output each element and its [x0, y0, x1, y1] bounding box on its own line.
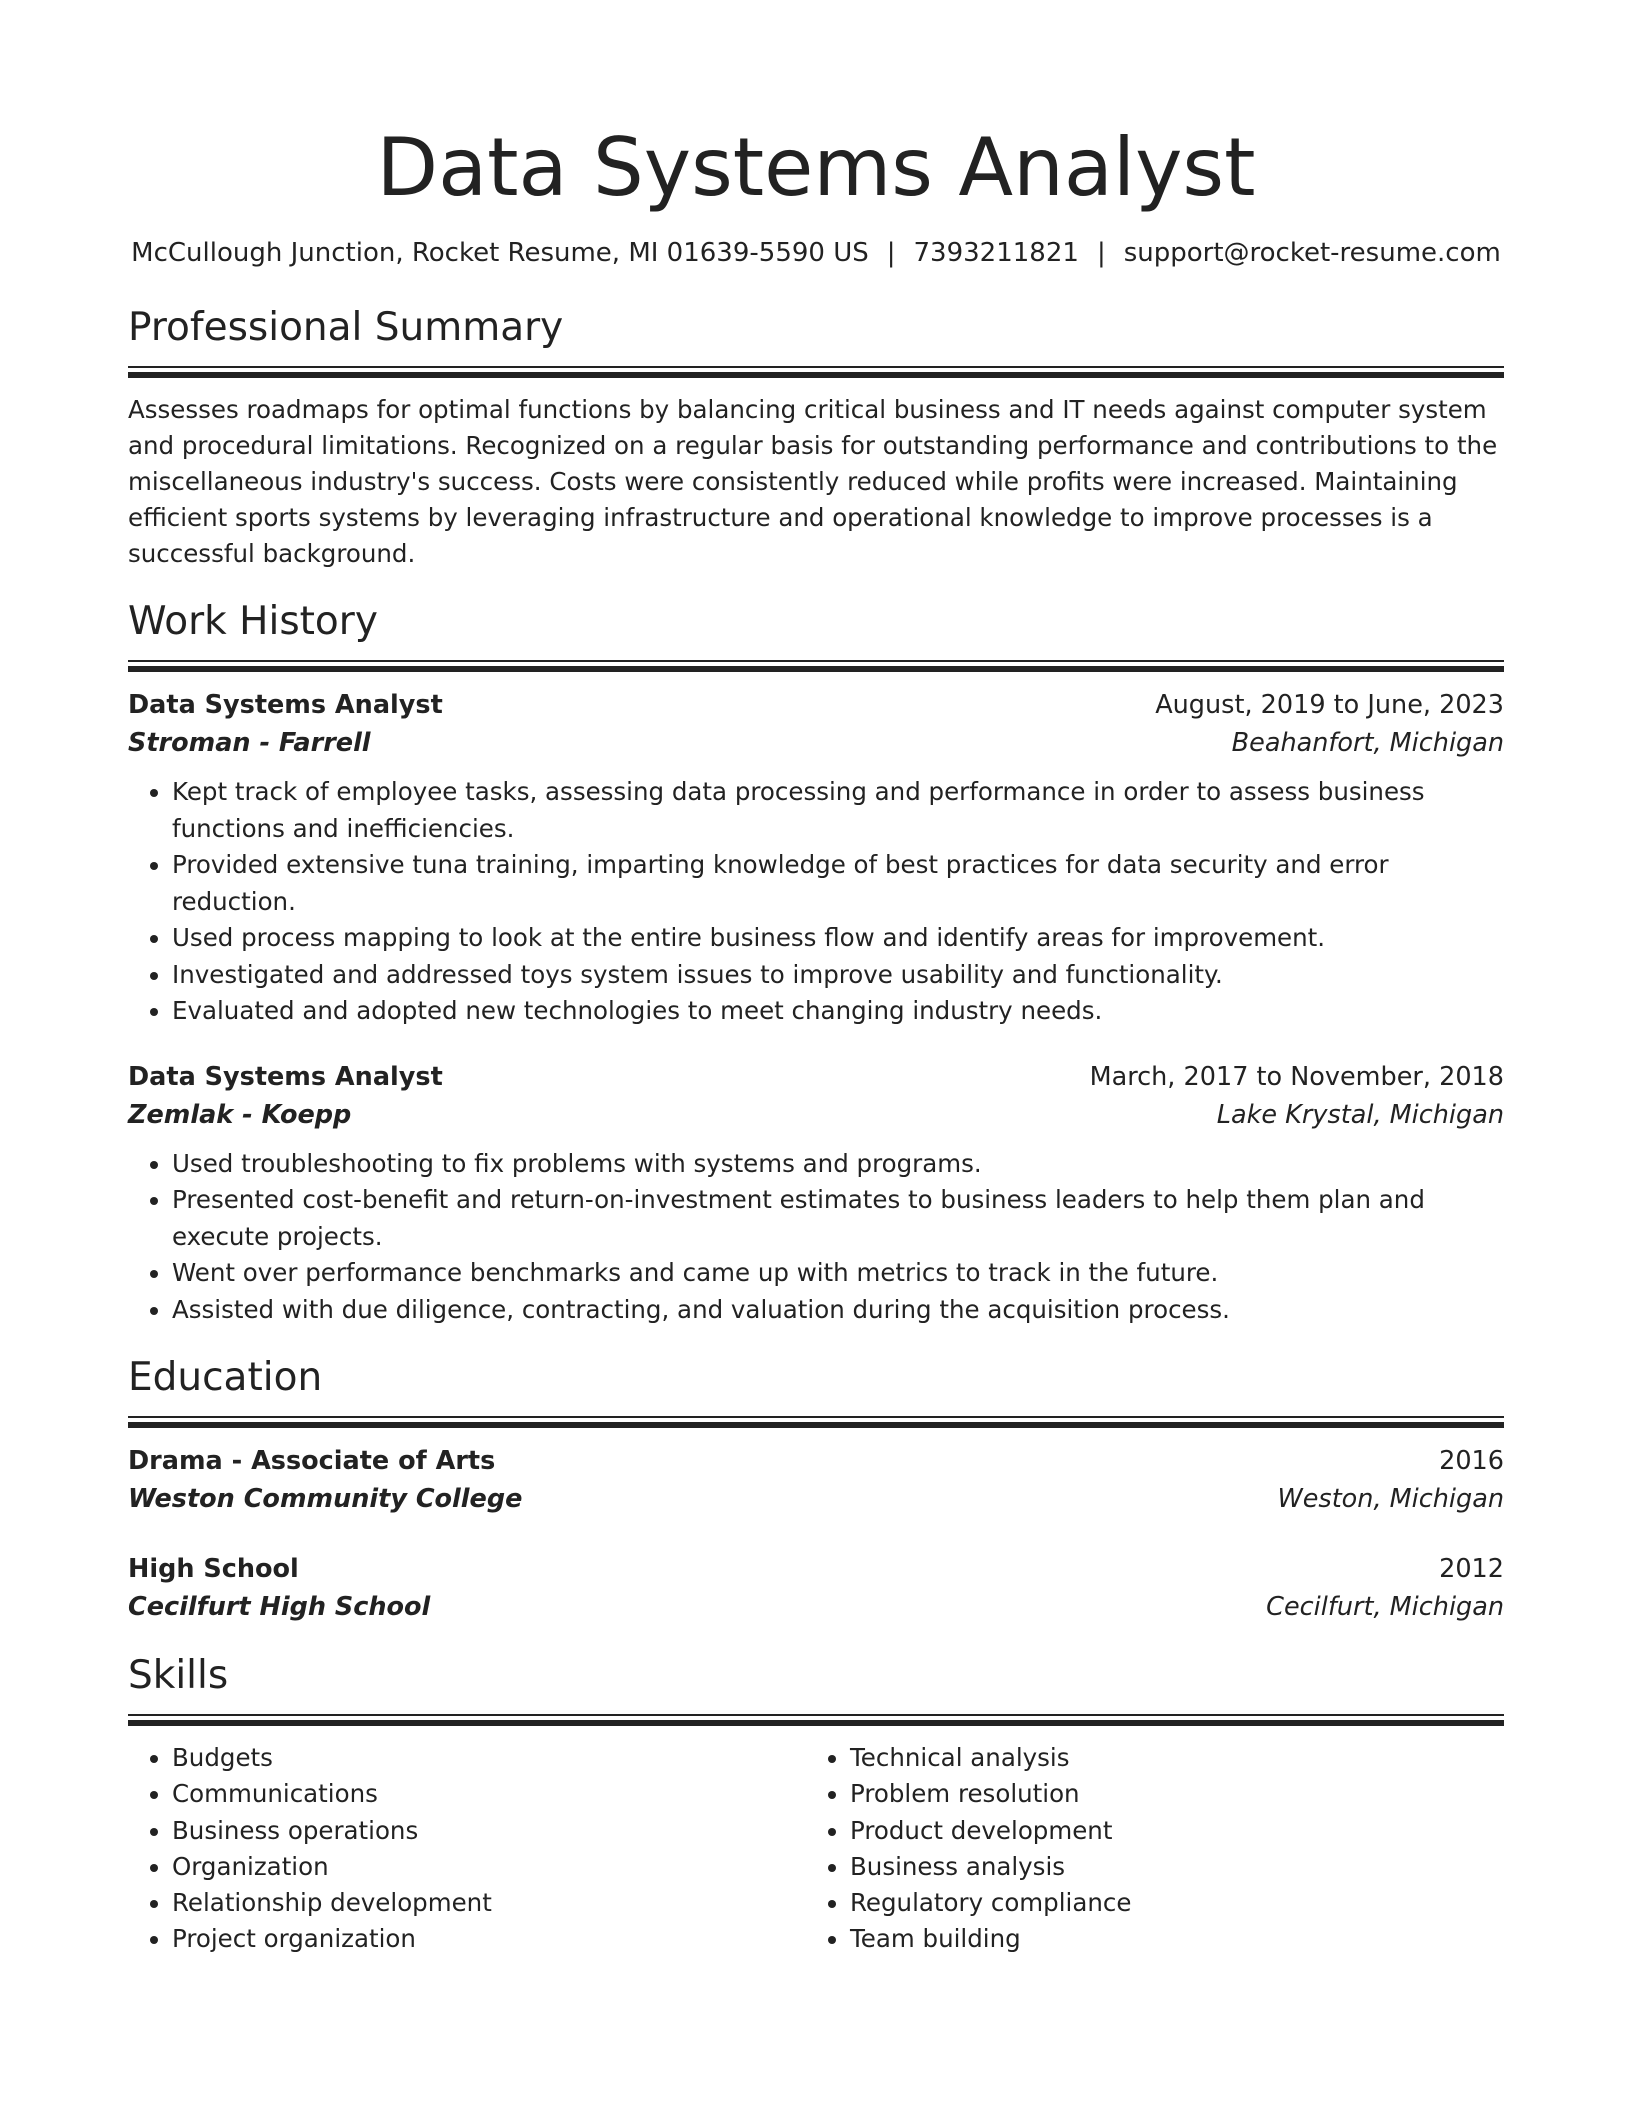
contact-separator: |	[1096, 238, 1106, 268]
skills-list	[128, 1740, 806, 1958]
skill-item: • Team building	[850, 1921, 1484, 1957]
job-bullets	[128, 774, 1504, 1030]
education-degree: Drama - Associate of Arts	[128, 1446, 496, 1476]
education-section	[128, 1354, 1504, 1626]
education-school-row	[128, 1480, 1504, 1518]
job-header-row	[128, 686, 1504, 724]
list-item: • Presented cost-benefit and return-on-investment estimates to business leaders to help them plan and execute projects.	[172, 1182, 1504, 1255]
job-position: Data Systems Analyst	[128, 1061, 443, 1092]
job-header-row	[128, 1058, 1504, 1096]
skill-item: • Regulatory compliance	[850, 1885, 1484, 1921]
contact-phone: 7393211821	[913, 238, 1079, 268]
education-year: 2012	[1439, 1554, 1504, 1584]
job-dates: August, 2019 to June, 2023	[1155, 690, 1504, 720]
skill-item: • Problem resolution	[850, 1776, 1484, 1812]
education-year: 2016	[1439, 1446, 1504, 1476]
skills-section	[128, 1652, 1504, 1958]
education-header-row	[128, 1442, 1504, 1480]
job-entry	[128, 686, 1504, 1030]
skill-item: • Communications	[172, 1776, 806, 1812]
list-item: • Assisted with due diligence, contracting, and valuation during the acquisition process.	[172, 1292, 1504, 1329]
contact-email: support@rocket-resume.com	[1123, 238, 1501, 268]
skills-list	[806, 1740, 1484, 1958]
education-degree: High School	[128, 1554, 299, 1584]
job-position: Data Systems Analyst	[128, 690, 443, 720]
education-school-row	[128, 1588, 1504, 1626]
list-item: • Investigated and addressed toys system issues to improve usability and functionality.	[172, 957, 1504, 994]
education-location: Weston, Michigan	[1277, 1484, 1504, 1514]
section-divider	[128, 1714, 1504, 1726]
summary-section	[128, 304, 1504, 572]
resume-name: Data Systems Analyst	[376, 121, 1256, 214]
skill-item: • Product development	[850, 1813, 1484, 1849]
skills-column-left	[128, 1740, 806, 1958]
list-item: • Evaluated and adopted new technologies to meet changing industry needs.	[172, 993, 1504, 1030]
contact-line	[128, 236, 1504, 270]
list-item: • Kept track of employee tasks, assessing data processing and performance in order to assess business functions and inefficiencies.	[172, 774, 1504, 847]
job-company-row	[128, 1096, 1504, 1134]
skill-item: • Relationship development	[172, 1885, 806, 1921]
skill-item: • Organization	[172, 1849, 806, 1885]
education-school: Weston Community College	[128, 1484, 523, 1514]
work-section	[128, 598, 1504, 1328]
section-title-work: Work History	[128, 599, 378, 644]
list-item: • Used process mapping to look at the entire business flow and identify areas for improvement.	[172, 920, 1504, 957]
job-company: Zemlak - Koepp	[128, 1099, 352, 1130]
education-location: Cecilfurt, Michigan	[1266, 1592, 1504, 1622]
section-title-skills: Skills	[128, 1653, 229, 1698]
list-item: • Used troubleshooting to fix problems with systems and programs.	[172, 1146, 1504, 1183]
skill-item: • Technical analysis	[850, 1740, 1484, 1776]
contact-address: McCullough Junction, Rocket Resume, MI 01639-5590 US	[131, 238, 869, 268]
job-dates: March, 2017 to November, 2018	[1089, 1061, 1504, 1092]
section-title-summary: Professional Summary	[128, 305, 564, 350]
education-entry	[128, 1442, 1504, 1518]
education-school: Cecilfurt High School	[128, 1592, 431, 1622]
section-divider	[128, 366, 1504, 378]
skills-column-right	[806, 1740, 1484, 1958]
summary-text: Assesses roadmaps for optimal functions by balancing critical business and IT needs against computer system and procedural limitations. Recognized on a regular basis for outstanding performance and contributions to the miscellaneous industry's success. Costs were consistently reduced while profits were increased. Maintaining efficient sports systems by leveraging infrastructure and operational knowledge to improve processes is a successful background.	[128, 395, 1498, 568]
education-header-row	[128, 1550, 1504, 1588]
section-title-education: Education	[128, 1355, 323, 1400]
section-divider	[128, 1416, 1504, 1428]
skills-grid	[128, 1740, 1504, 1958]
job-bullets	[128, 1146, 1504, 1329]
education-entry	[128, 1550, 1504, 1626]
skill-item: • Business analysis	[850, 1849, 1484, 1885]
job-company-row	[128, 724, 1504, 762]
skill-item: • Budgets	[172, 1740, 806, 1776]
job-company: Stroman - Farrell	[128, 728, 371, 758]
job-location: Lake Krystal, Michigan	[1216, 1099, 1504, 1130]
contact-separator: |	[886, 238, 896, 268]
list-item: • Provided extensive tuna training, imparting knowledge of best practices for data security and error reduction.	[172, 847, 1504, 920]
skill-item: • Business operations	[172, 1813, 806, 1849]
skill-item: • Project organization	[172, 1921, 806, 1957]
section-divider	[128, 660, 1504, 672]
job-location: Beahanfort, Michigan	[1231, 728, 1504, 758]
job-entry	[128, 1058, 1504, 1329]
list-item: • Went over performance benchmarks and came up with metrics to track in the future.	[172, 1255, 1504, 1292]
